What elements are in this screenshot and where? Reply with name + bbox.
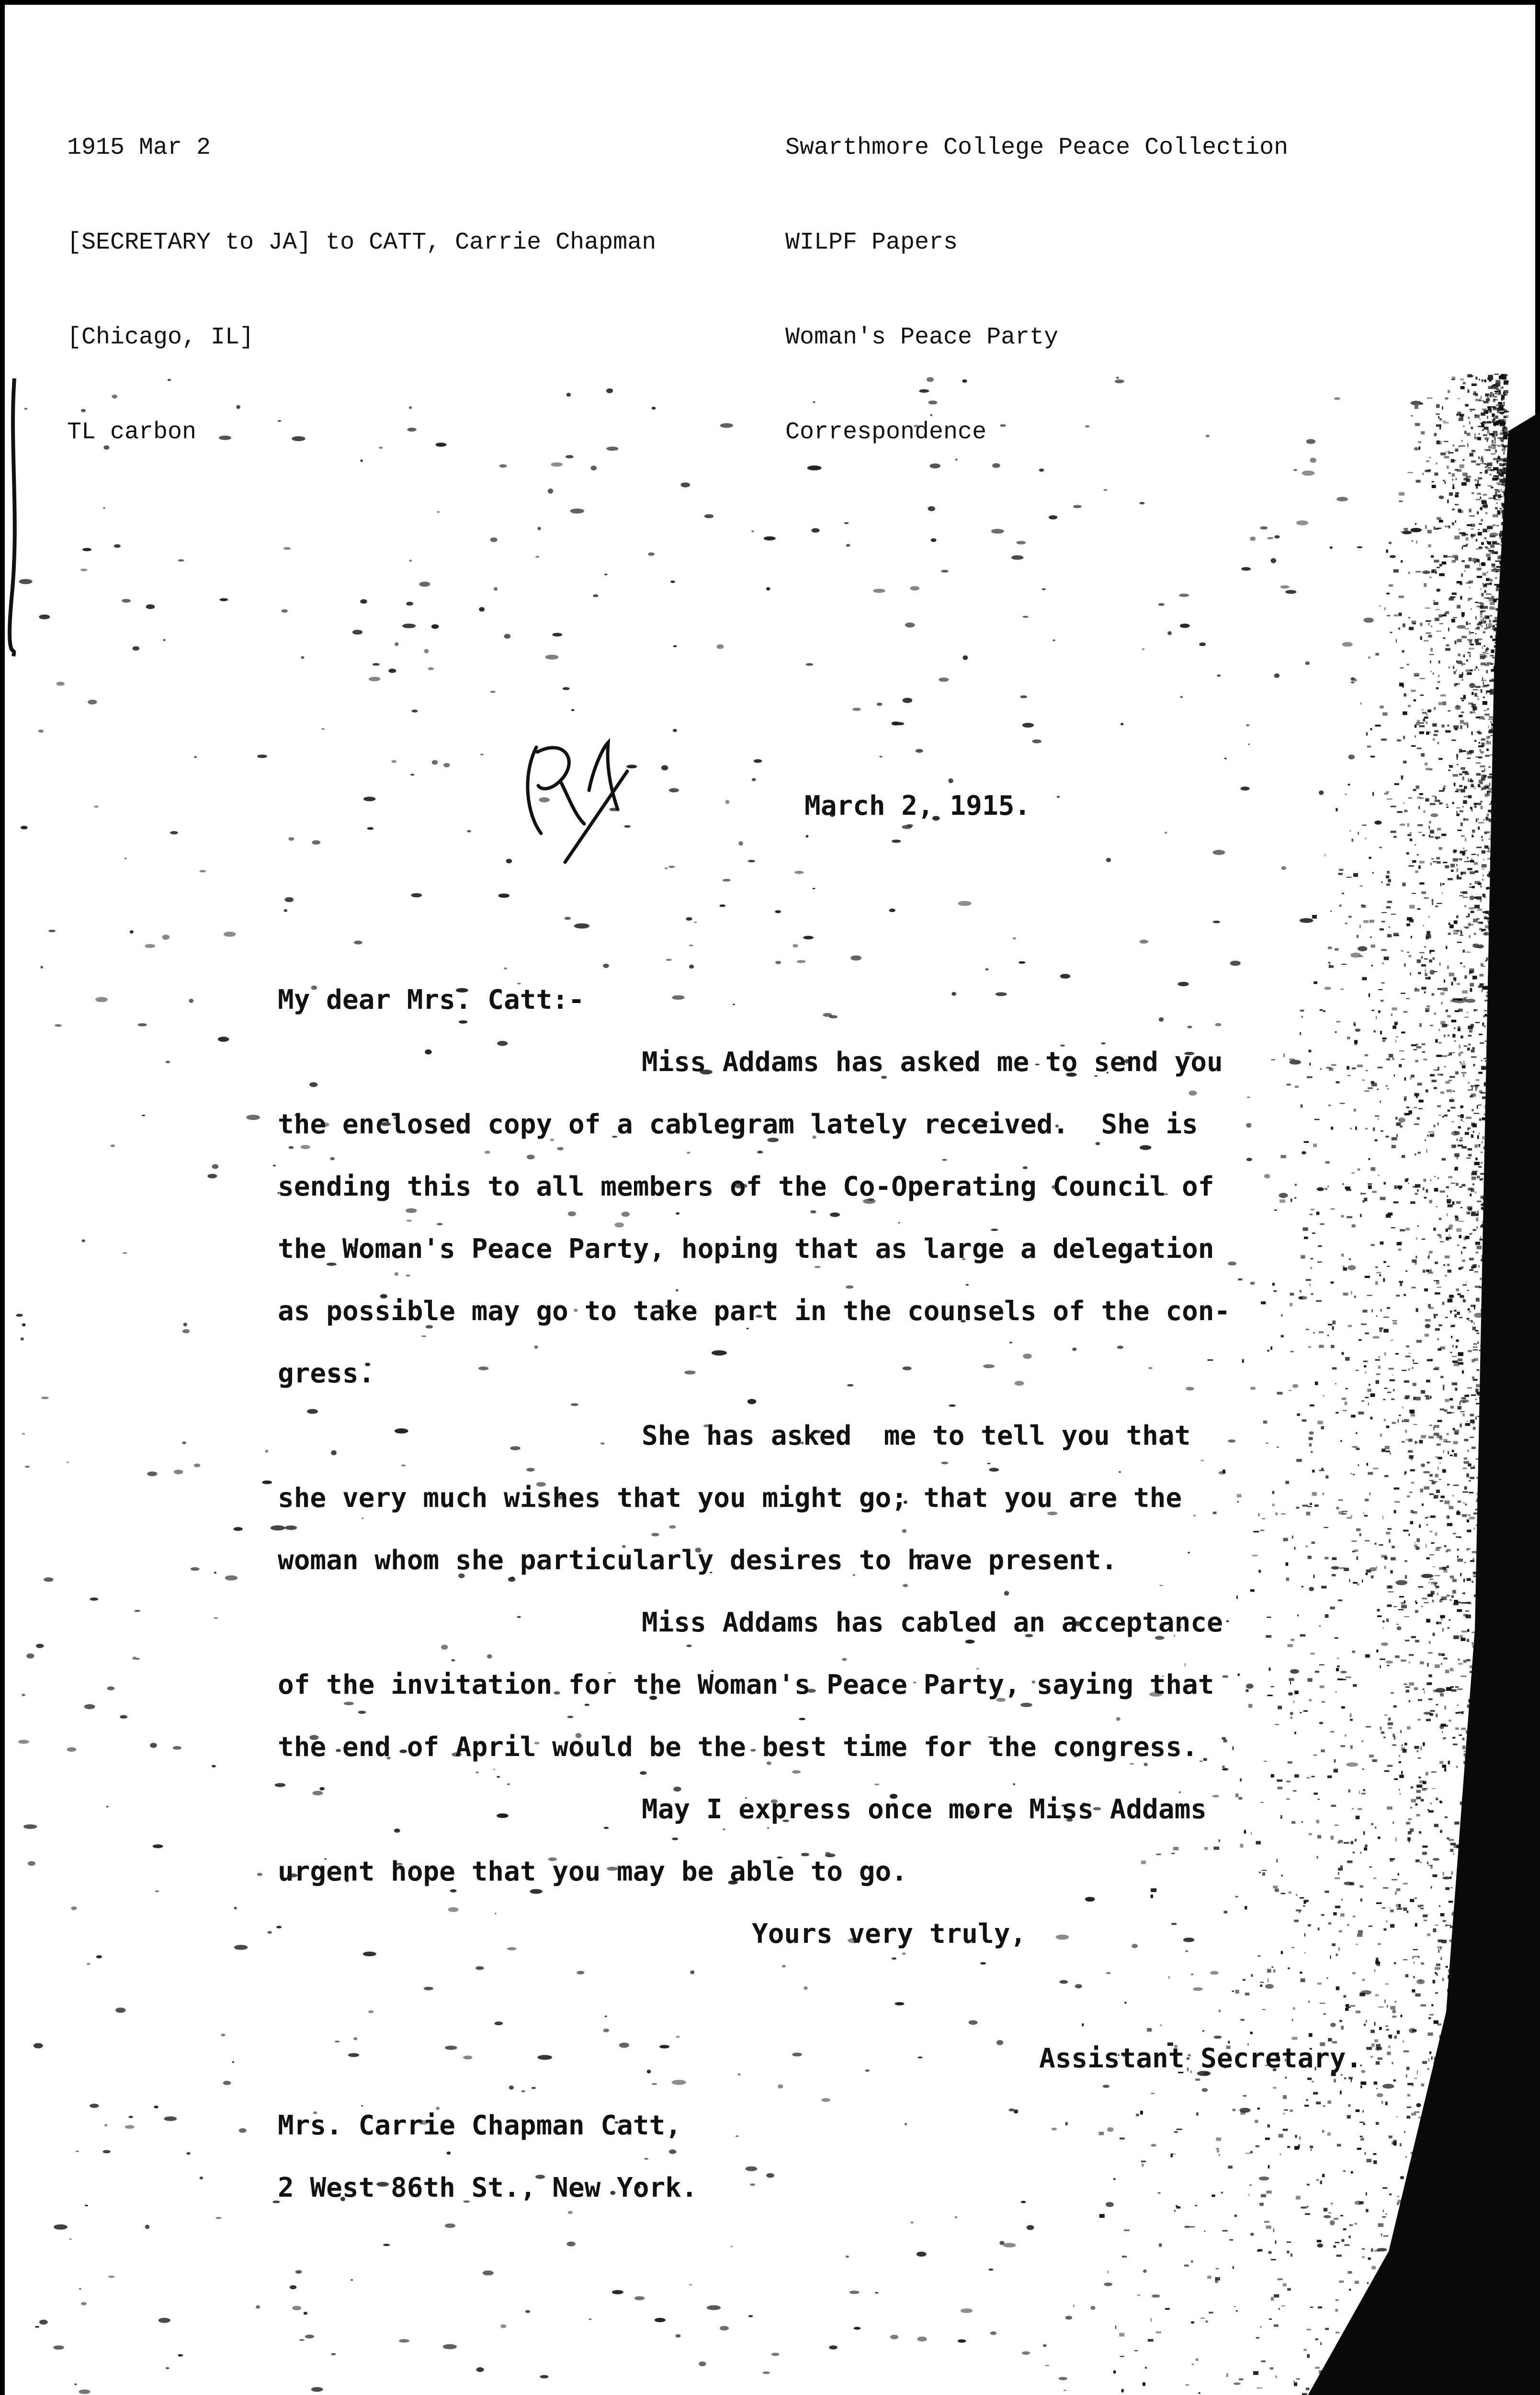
letter-date: March 2, 1915. (804, 790, 1031, 821)
margin-mark (0, 374, 29, 661)
recipient-name: Mrs. Carrie Chapman Catt, (278, 2110, 681, 2141)
body-line: urgent hope that you may be able to go. (278, 1856, 907, 1887)
closing: Yours very truly, (752, 1918, 1027, 1950)
body-line: She has asked me to tell you that (642, 1420, 1191, 1451)
body-line: sending this to all members of the Co-Operating Council of (278, 1171, 1214, 1202)
archive-header-left (67, 69, 656, 512)
body-line: Miss Addams has cabled an acceptance (642, 1607, 1223, 1638)
header-line: [Chicago, IL] (67, 324, 254, 351)
handwritten-initials-mark (508, 718, 642, 872)
body-line: Miss Addams has asked me to send you (642, 1047, 1223, 1078)
header-line: 1915 Mar 2 (67, 134, 211, 161)
body-line: the enclosed copy of a cablegram lately received. She is (278, 1109, 1198, 1140)
body-line: the Woman's Peace Party, hoping that as large a delegation (278, 1233, 1214, 1265)
header-line: Correspondence (785, 419, 987, 446)
header-line: [SECRETARY to JA] to CATT, Carrie Chapman (67, 229, 657, 256)
body-line: gress. (278, 1358, 375, 1389)
body-line: woman whom she particularly desires to have present. (278, 1545, 1118, 1576)
body-line: May I express once more Miss Addams (642, 1794, 1207, 1825)
signature-title: Assistant Secretary. (1039, 2043, 1362, 2074)
body-line: she very much wishes that you might go; that you are the (278, 1483, 1182, 1514)
header-line: TL carbon (67, 419, 197, 446)
body-line: of the invitation for the Woman's Peace Party, saying that (278, 1669, 1214, 1700)
header-line: WILPF Papers (785, 229, 958, 256)
salutation: My dear Mrs. Catt:- (278, 984, 585, 1015)
recipient-address: 2 West 86th St., New York. (278, 2172, 698, 2203)
body-line: as possible may go to take part in the counsels of the con- (278, 1296, 1231, 1327)
archive-header-right (785, 69, 1288, 512)
header-line: Swarthmore College Peace Collection (785, 134, 1289, 161)
header-line: Woman's Peace Party (785, 324, 1059, 351)
body-line: the end of April would be the best time for the congress. (278, 1732, 1198, 1763)
